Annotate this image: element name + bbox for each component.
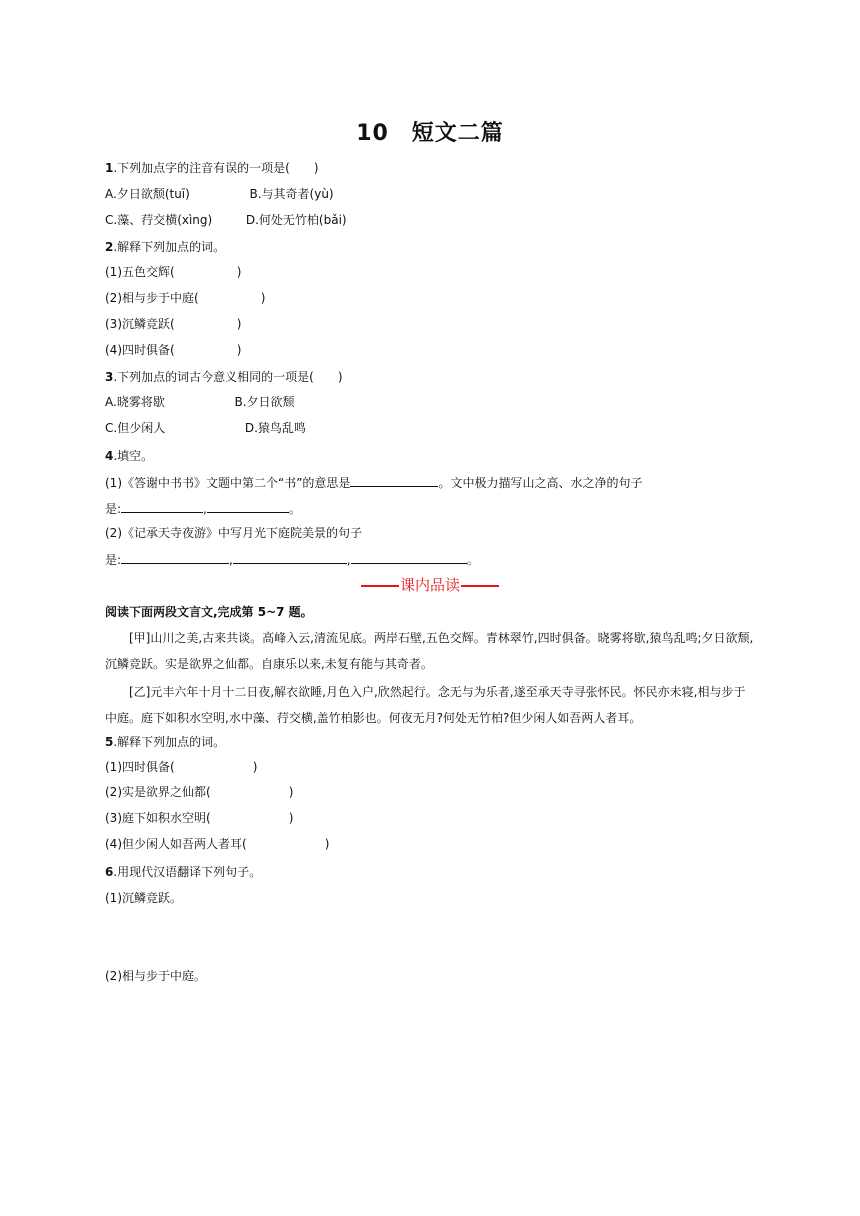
period: 。 xyxy=(466,553,479,567)
question-stem: .解释下列加点的词。 xyxy=(113,240,226,254)
paren-close: ) xyxy=(252,760,258,774)
q1-options-cd xyxy=(105,212,347,228)
question-2 xyxy=(105,239,225,255)
question-1 xyxy=(105,160,319,176)
question-3 xyxy=(105,369,343,385)
item-text: (3)沉鳞竞跃( xyxy=(105,317,175,331)
answer-blank[interactable] xyxy=(121,500,203,513)
question-number: 1 xyxy=(105,161,114,175)
paren-close: ) xyxy=(288,811,294,825)
item-text: (2)相与步于中庭( xyxy=(105,291,199,305)
prompt-text: 是: xyxy=(105,502,122,516)
question-stem: .解释下列加点的词。 xyxy=(113,735,226,749)
period: 。 xyxy=(288,502,301,516)
option-c: C.但少闲人 xyxy=(105,421,166,435)
question-number: 6 xyxy=(105,865,114,879)
option-d: D.猿鸟乱鸣 xyxy=(244,421,306,435)
q5-item-4 xyxy=(105,836,329,852)
q2-item-1 xyxy=(105,264,241,280)
option-b: B.夕日欲颓 xyxy=(234,395,295,409)
item-text: (4)四时俱备( xyxy=(105,343,175,357)
q5-item-1 xyxy=(105,759,257,775)
option-c: C.藻、荇交横(xìng) xyxy=(105,213,213,227)
passage-yi: [乙]元丰六年十月十二日夜,解衣欲睡,月色入户,欣然起行。念无与为乐者,遂至承天寺寻张怀民。怀民亦未寝,相与步于中庭。庭下如积水空明,水中藻、荇交横,盖竹柏影也。何夜无月?何处无竹柏?但少闲人如吾两人者耳。 xyxy=(105,685,746,725)
section-title: 课内品读 xyxy=(399,576,460,594)
q2-item-2 xyxy=(105,290,265,306)
answer-blank[interactable] xyxy=(351,551,467,564)
question-number: 4 xyxy=(105,449,114,463)
q4-part-1 xyxy=(105,474,642,491)
paren-close: ) xyxy=(236,265,242,279)
question-stem: .下列加点的词古今意义相同的一项是( ) xyxy=(113,370,343,384)
prompt-text: 是: xyxy=(105,553,122,567)
paren-close: ) xyxy=(324,837,330,851)
q1-options-ab xyxy=(105,186,334,202)
section-header xyxy=(0,574,860,595)
passage-jia: [甲]山川之美,古来共谈。高峰入云,清流见底。两岸石壁,五色交辉。青林翠竹,四时俱备。晓雾将歇,猿鸟乱鸣;夕日欲颓,沉鳞竞跃。实是欲界之仙都。自康乐以来,未复有能与其奇者。 xyxy=(105,631,754,671)
question-number: 5 xyxy=(105,735,114,749)
section-rule-left xyxy=(361,585,399,587)
section-rule-right xyxy=(461,585,499,587)
q4-part-2 xyxy=(105,525,362,541)
option-d: D.何处无竹柏(bǎi) xyxy=(245,213,347,227)
question-5 xyxy=(105,734,225,750)
q2-item-3 xyxy=(105,316,241,332)
item-text: (3)庭下如积水空明( xyxy=(105,811,211,825)
option-b: B.与其奇者(yù) xyxy=(249,187,334,201)
q3-options-cd xyxy=(105,420,306,436)
page-title: 10 短文二篇 xyxy=(356,121,504,146)
q5-item-3 xyxy=(105,810,293,826)
question-stem: .用现代汉语翻译下列句子。 xyxy=(113,865,262,879)
comma: , xyxy=(203,502,207,516)
item-text: (1)五色交辉( xyxy=(105,265,175,279)
q4-part-1-answer xyxy=(105,500,301,517)
q4-part-2-answer xyxy=(105,551,479,568)
paren-close: ) xyxy=(260,291,266,305)
option-a: A.晓雾将歇 xyxy=(105,395,165,409)
option-a: A.夕日欲颓(tuī) xyxy=(105,187,190,201)
question-stem: .填空。 xyxy=(113,449,154,463)
question-4 xyxy=(105,448,153,464)
paren-close: ) xyxy=(288,785,294,799)
item-text: (1)四时俱备( xyxy=(105,760,175,774)
item-text: (4)但少闲人如吾两人者耳( xyxy=(105,837,247,851)
answer-blank[interactable] xyxy=(121,551,229,564)
answer-blank[interactable] xyxy=(233,551,347,564)
q3-options-ab xyxy=(105,394,295,410)
answer-blank[interactable] xyxy=(207,500,289,513)
paren-close: ) xyxy=(236,343,242,357)
question-number: 3 xyxy=(105,370,114,384)
question-6 xyxy=(105,864,261,880)
prompt-text: (1)《答谢中书书》文题中第二个“书”的意思是 xyxy=(105,476,351,490)
q6-sentence-1: (1)沉鳞竞跃。 xyxy=(105,891,182,905)
question-stem: .下列加点字的注音有误的一项是( ) xyxy=(113,161,319,175)
comma: , xyxy=(229,553,233,567)
prompt-text: 。文中极力描写山之高、水之净的句子 xyxy=(438,476,643,490)
prompt-text: (2)《记承天寺夜游》中写月光下庭院美景的句子 xyxy=(105,526,362,540)
q2-item-4 xyxy=(105,342,241,358)
answer-blank[interactable] xyxy=(350,474,438,487)
reading-intro: 阅读下面两段文言文,完成第 5~7 题。 xyxy=(105,605,313,619)
paren-close: ) xyxy=(236,317,242,331)
question-number: 2 xyxy=(105,240,114,254)
comma: , xyxy=(346,553,351,567)
item-text: (2)实是欲界之仙都( xyxy=(105,785,211,799)
q5-item-2 xyxy=(105,784,293,800)
q6-sentence-2: (2)相与步于中庭。 xyxy=(105,969,206,983)
